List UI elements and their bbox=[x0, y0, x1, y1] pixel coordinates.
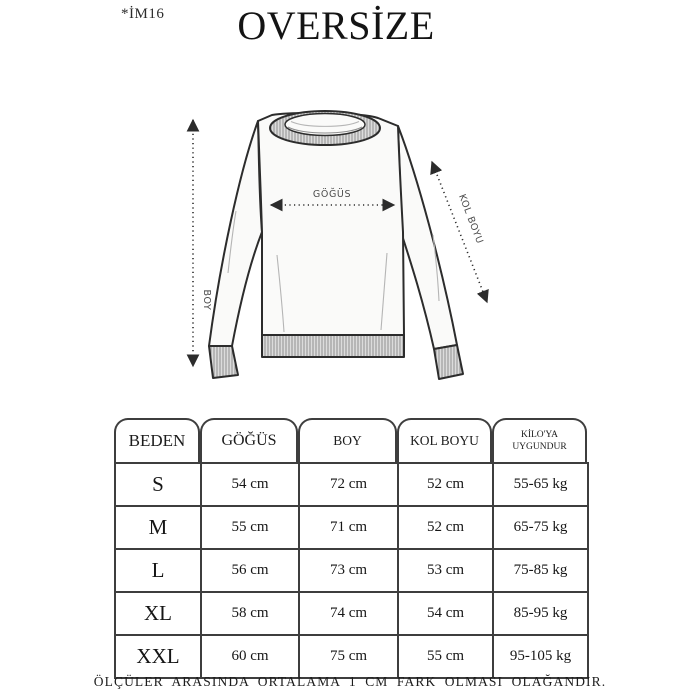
length-cell: 72 cm bbox=[299, 463, 398, 506]
length-cell: 75 cm bbox=[299, 635, 398, 678]
collar-opening bbox=[285, 114, 365, 136]
chest-cell: 55 cm bbox=[201, 506, 299, 549]
length-measure-label: BOY bbox=[201, 289, 212, 311]
size-cell: M bbox=[115, 506, 201, 549]
table-row-xxl bbox=[115, 635, 588, 678]
footer-note: ÖLÇÜLER ARASINDA ORTALAMA 1 CM FARK OLMASI OLAĞANDIR. bbox=[93, 674, 607, 689]
length-cell: 74 cm bbox=[299, 592, 398, 635]
size-table-grid bbox=[114, 462, 589, 679]
chest-cell: 56 cm bbox=[201, 549, 299, 592]
weight-cell: 65-75 kg bbox=[493, 506, 588, 549]
chest-measure-label: GÖĞÜS bbox=[312, 189, 352, 200]
length-cell: 71 cm bbox=[299, 506, 398, 549]
size-table-header-row bbox=[114, 418, 587, 462]
weight-cell: 55-65 kg bbox=[493, 463, 588, 506]
weight-cell: 75-85 kg bbox=[493, 549, 588, 592]
weight-cell: 95-105 kg bbox=[493, 635, 588, 678]
size-cell: XXL bbox=[115, 635, 201, 678]
sweatshirt-drawing bbox=[180, 95, 500, 385]
size-table bbox=[114, 418, 587, 679]
right-sleeve bbox=[398, 126, 457, 349]
torso-body bbox=[258, 113, 404, 335]
header-kol-boyu: KOL BOYU bbox=[397, 418, 492, 462]
sweatshirt-diagram bbox=[180, 95, 500, 385]
sleeve-cell: 55 cm bbox=[398, 635, 493, 678]
sleeve-cell: 53 cm bbox=[398, 549, 493, 592]
chest-cell: 58 cm bbox=[201, 592, 299, 635]
table-row-xl bbox=[115, 592, 588, 635]
size-cell: S bbox=[115, 463, 201, 506]
size-cell: L bbox=[115, 549, 201, 592]
sleeve-cell: 54 cm bbox=[398, 592, 493, 635]
header-gogus: GÖĞÜS bbox=[200, 418, 298, 462]
header-boy: BOY bbox=[298, 418, 397, 462]
chest-cell: 54 cm bbox=[201, 463, 299, 506]
left-sleeve bbox=[209, 121, 262, 346]
header-kiloya-uygundur: KİLO'YA UYGUNDUR bbox=[492, 418, 587, 462]
sleeve-measure-label: KOL BOYU bbox=[456, 192, 486, 246]
sleeve-cell: 52 cm bbox=[398, 506, 493, 549]
weight-cell: 85-95 kg bbox=[493, 592, 588, 635]
size-cell: XL bbox=[115, 592, 201, 635]
table-row-m bbox=[115, 506, 588, 549]
table-row-l bbox=[115, 549, 588, 592]
sleeve-cell: 52 cm bbox=[398, 463, 493, 506]
product-code: *İM16 bbox=[121, 6, 165, 22]
page-title: OVERSİZE bbox=[237, 3, 435, 48]
length-cell: 73 cm bbox=[299, 549, 398, 592]
chest-cell: 60 cm bbox=[201, 635, 299, 678]
right-cuff-rib bbox=[434, 345, 463, 379]
left-cuff-rib bbox=[209, 346, 238, 378]
hem-rib bbox=[262, 335, 404, 357]
table-row-s bbox=[115, 463, 588, 506]
header-beden: BEDEN bbox=[114, 418, 200, 462]
